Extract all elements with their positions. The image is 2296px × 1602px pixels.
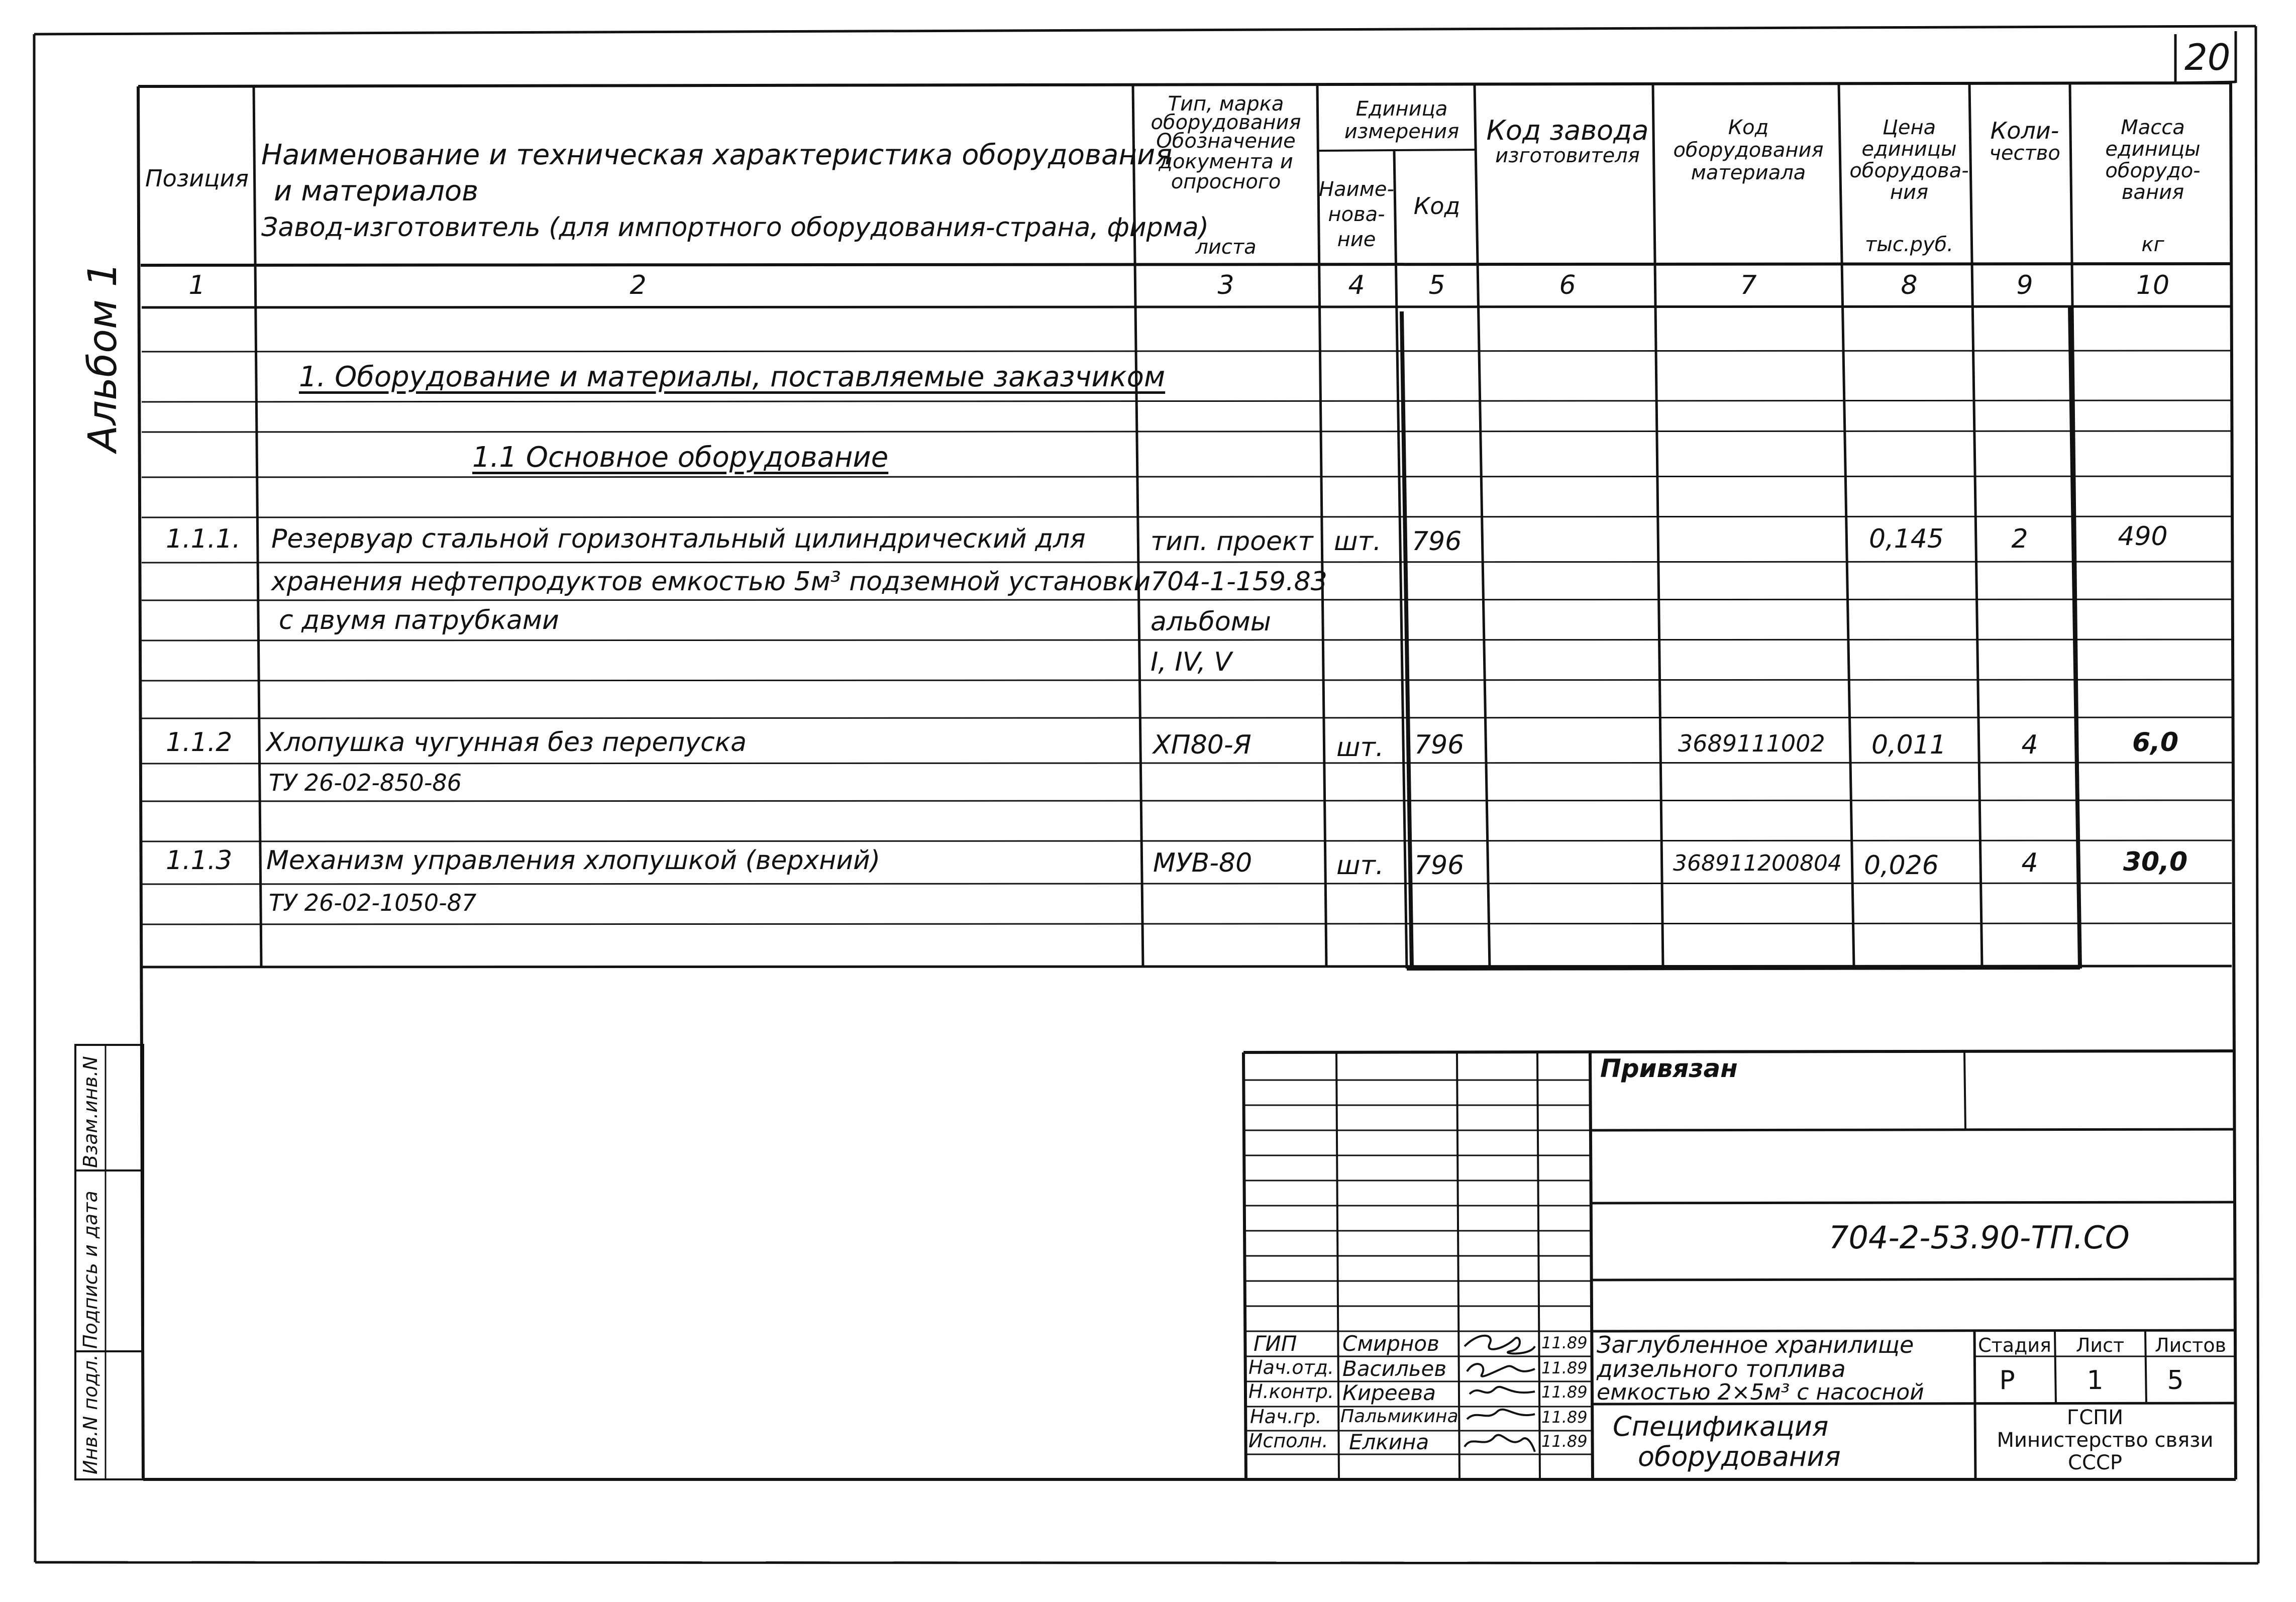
row-equip-code: 3689111002 (1678, 730, 1825, 757)
column-number: 2 (630, 270, 647, 300)
header-mass-line1: Масса (2121, 116, 2185, 139)
row-name-line: Хлопушка чугунная без перепуска (266, 727, 747, 758)
vzam-label: Взам.инв.N (79, 1056, 101, 1168)
header-price-line2: единицы (1861, 138, 1957, 161)
album-label: Альбом 1 (80, 262, 126, 452)
column-number: 6 (1559, 270, 1576, 300)
sheets-value: 5 (2167, 1365, 2184, 1396)
row-type-line: МУВ-80 (1153, 848, 1253, 878)
header-price-line3: оборудова- (1849, 159, 1969, 182)
row-code: 796 (1414, 730, 1465, 760)
column-number: 1 (188, 270, 205, 300)
handwritten-signatures (1459, 1329, 1540, 1459)
column-number: 9 (2016, 270, 2033, 300)
header-type-line4: документа и (1159, 150, 1293, 173)
row-price: 0,026 (1864, 850, 1939, 881)
org-line: Министерство связи (1997, 1429, 2214, 1452)
row-name-line: ТУ 26-02-850-86 (269, 769, 462, 796)
row-code: 796 (1414, 850, 1465, 881)
sheet-title-line: оборудования (1638, 1441, 1841, 1472)
header-name-line1: Наименование и техническая характеристика оборудования (261, 139, 1172, 171)
header-mass-line2: единицы (2105, 138, 2201, 161)
signature-role: ГИП (1254, 1331, 1297, 1356)
signature-name: Смирнов (1342, 1331, 1439, 1356)
row-position: 1.1.1. (166, 524, 241, 554)
row-type-line: 704-1-159.83 (1151, 567, 1327, 597)
page-number: 20 (2184, 36, 2231, 78)
signature-role: Исполн. (1248, 1430, 1328, 1452)
sheet-label: Лист (2075, 1334, 2125, 1356)
row-price: 0,011 (1871, 730, 1946, 760)
row-qty: 2 (2011, 524, 2028, 554)
column-number: 10 (2136, 270, 2170, 300)
row-type-line: I, IV, V (1151, 647, 1232, 677)
signature-name: Пальмикина (1340, 1406, 1458, 1427)
header-price-line4: ния (1890, 181, 1929, 204)
header-unit-name-line1: Наиме- (1319, 178, 1394, 201)
org-line: СССР (2068, 1451, 2122, 1474)
header-unit-group-line2: измерения (1344, 120, 1459, 143)
document-code: 704-2-53.90-ТП.СО (1829, 1219, 2130, 1256)
inv-label: Инв.N подл. (79, 1354, 101, 1474)
header-type-line6: листа (1195, 236, 1257, 259)
signature-date: 11.89 (1541, 1432, 1588, 1451)
row-unit: шт. (1336, 732, 1384, 763)
column-number: 7 (1740, 270, 1757, 300)
header-mass-line4: вания (2121, 181, 2184, 204)
project-title-line: дизельного топлива (1597, 1355, 1846, 1382)
signature-date: 11.89 (1541, 1333, 1588, 1352)
header-type-line1: Тип, марка (1168, 92, 1284, 116)
column-number: 8 (1901, 270, 1918, 300)
signature-role: Нач.отд. (1248, 1356, 1334, 1378)
signature-date: 11.89 (1541, 1358, 1588, 1377)
header-mass-line3: оборудо- (2105, 159, 2201, 182)
sheet-value: 1 (2086, 1365, 2104, 1396)
column-number: 5 (1428, 270, 1445, 300)
column-number: 3 (1217, 270, 1234, 300)
header-type-line2: оборудования (1151, 111, 1301, 134)
row-name-line: ТУ 26-02-1050-87 (269, 889, 477, 916)
row-name-line: с двумя патрубками (279, 605, 559, 635)
project-title-line: емкостью 2×5м³ с насосной (1597, 1379, 1924, 1405)
row-unit: шт. (1334, 526, 1382, 557)
header-qty-line1: Коли- (1990, 117, 2059, 144)
header-equip-code-line3: материала (1691, 161, 1806, 184)
row-position: 1.1.2 (166, 727, 233, 758)
header-name-line2: и материалов (274, 175, 479, 207)
header-unit-group-line1: Единица (1355, 97, 1448, 121)
header-unit-name-line2: нова- (1328, 203, 1385, 226)
row-type-line: альбомы (1151, 607, 1271, 637)
subsection-title: 1.1 Основное оборудование (472, 441, 889, 474)
sign-label: Подпись и дата (79, 1191, 101, 1349)
header-unit-code: Код (1413, 192, 1460, 220)
row-mass: 6,0 (2132, 727, 2179, 758)
header-position: Позиция (145, 165, 249, 192)
org-line: ГСПИ (2066, 1406, 2124, 1429)
column-number: 4 (1348, 270, 1365, 300)
row-qty: 4 (2021, 730, 2038, 760)
section-title: 1. Оборудование и материалы, поставляемые заказчиком (299, 361, 1166, 393)
row-name-line: Механизм управления хлопушкой (верхний) (266, 845, 881, 876)
row-qty: 4 (2021, 848, 2038, 878)
signature-date: 11.89 (1541, 1382, 1588, 1402)
row-name-line: Резервуар стальной горизонтальный цилиндрический для (271, 524, 1086, 554)
row-price: 0,145 (1869, 524, 1944, 554)
header-unit-name-line3: ние (1337, 228, 1376, 251)
bound-label: Привязан (1600, 1054, 1738, 1083)
header-equip-code-line2: оборудования (1673, 139, 1824, 162)
header-equip-code-line1: Код (1728, 116, 1769, 139)
header-type-line3: Обозначение (1156, 130, 1296, 153)
row-type-line: ХП80-Я (1153, 730, 1251, 760)
header-mass-unit: кг (2141, 233, 2164, 256)
row-equip-code: 368911200804 (1673, 850, 1842, 876)
header-price-unit: тыс.руб. (1864, 233, 1954, 256)
signature-name: Елкина (1349, 1430, 1429, 1454)
header-price-line1: Цена (1882, 116, 1936, 139)
stage-label: Стадия (1978, 1334, 2051, 1356)
signature-name: Киреева (1342, 1380, 1436, 1405)
header-name-line3: Завод-изготовитель (для импортного оборудования-страна, фирма) (261, 212, 1209, 243)
sheet-title-line: Спецификация (1613, 1411, 1829, 1442)
header-type-line5: опросного (1171, 170, 1281, 193)
row-unit: шт. (1336, 850, 1384, 881)
row-mass: 30,0 (2123, 847, 2188, 877)
project-title-line: Заглубленное хранилище (1597, 1331, 1914, 1358)
row-code: 796 (1412, 526, 1462, 557)
header-plant-code-line1: Код завода (1486, 115, 1649, 146)
stage-value: Р (1999, 1365, 2015, 1396)
header-plant-code-line2: изготовителя (1495, 144, 1640, 167)
header-qty-line2: чество (1989, 142, 2060, 165)
row-mass: 490 (2118, 521, 2168, 552)
sheets-label: Листов (2155, 1334, 2226, 1356)
row-type-line: тип. проект (1151, 526, 1313, 557)
row-position: 1.1.3 (166, 845, 233, 876)
signature-date: 11.89 (1541, 1408, 1588, 1427)
signature-name: Васильев (1342, 1356, 1447, 1381)
row-name-line: хранения нефтепродуктов емкостью 5м³ подземной установки (271, 567, 1151, 597)
signature-role: Н.контр. (1248, 1380, 1334, 1403)
signature-role: Нач.гр. (1250, 1406, 1322, 1428)
